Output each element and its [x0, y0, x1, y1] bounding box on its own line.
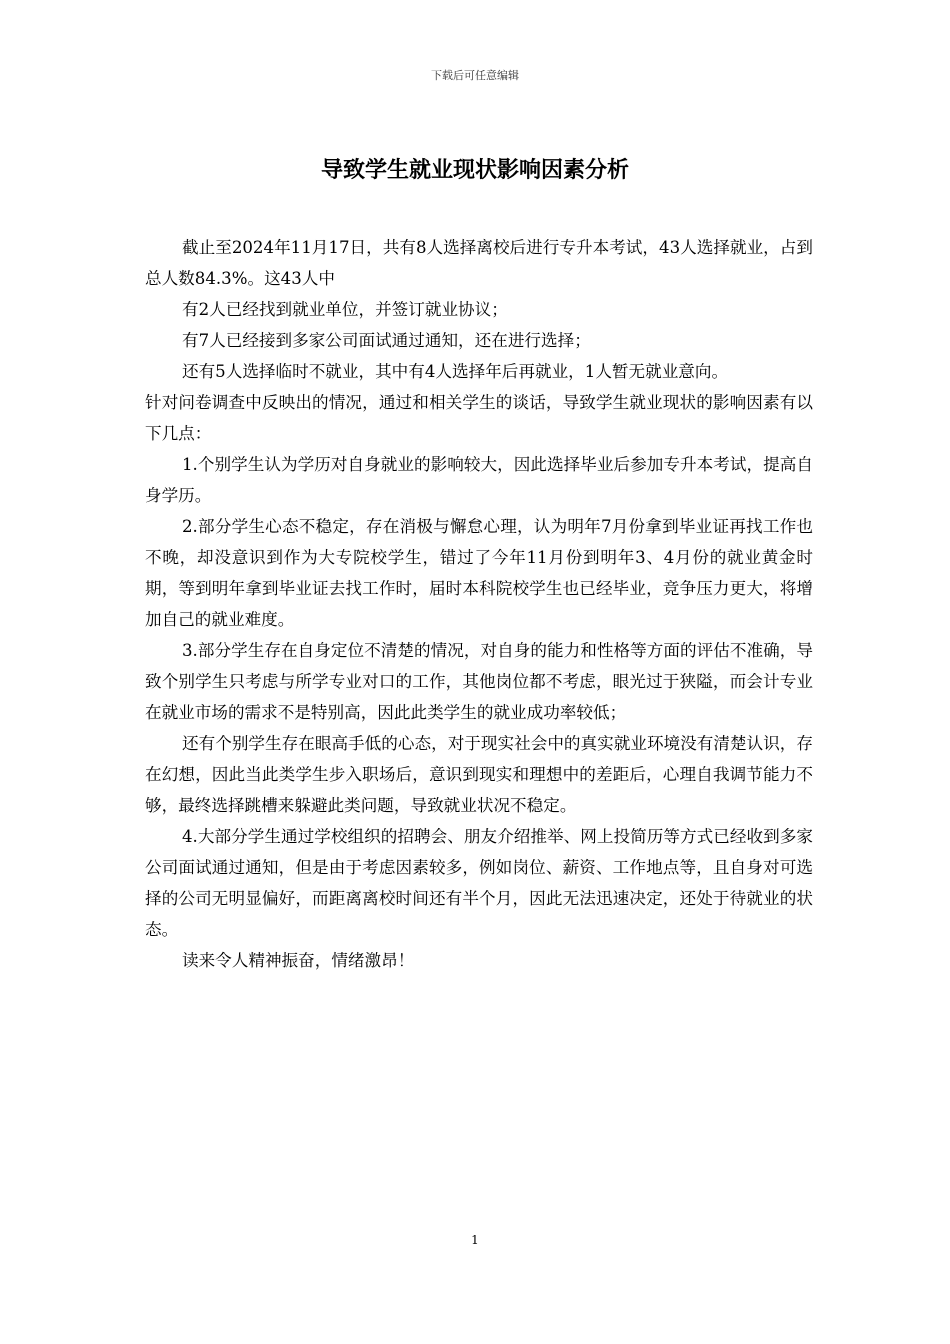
paragraph: 1.个别学生认为学历对自身就业的影响较大，因此选择毕业后参加专升本考试，提高自身学历。 — [145, 455, 813, 505]
paragraph: 有7人已经接到多家公司面试通过通知，还在进行选择； — [182, 331, 591, 350]
header-note: 下载后可任意编辑 — [431, 69, 519, 82]
paragraph: 还有5人选择临时不就业，其中有4人选择年后再就业，1人暂无就业意向。 — [182, 362, 729, 381]
paragraph: 3.部分学生存在自身定位不清楚的情况，对自身的能力和性格等方面的评估不准确，导致个别学生只考虑与所学专业对口的工作，其他岗位都不考虑，眼光过于狭隘，而会计专业在就业市场的需求不是特别高，因此此类学生的就业成功率较低； — [145, 641, 813, 722]
paragraph: 还有个别学生存在眼高手低的心态，对于现实社会中的真实就业环境没有清楚认识，存在幻想，因此当此类学生步入职场后，意识到现实和理想中的差距后，心理自我调节能力不够，最终选择跳槽来躲避此类问题，导致就业状况不稳定。 — [145, 734, 813, 815]
paragraph: 针对问卷调查中反映出的情况，通过和相关学生的谈话，导致学生就业现状的影响因素有以下几点： — [145, 393, 813, 443]
paragraph: 2.部分学生心态不稳定，存在消极与懈怠心理，认为明年7月份拿到毕业证再找工作也不晚，却没意识到作为大专院校学生，错过了今年11月份到明年3、4月份的就业黄金时期，等到明年拿到毕业证去找工作时，届时本科院校学生也已经毕业，竞争压力更大，将增加自己的就业难度。 — [145, 517, 813, 629]
document-title: 导致学生就业现状影响因素分析 — [320, 158, 629, 183]
paragraph: 读来令人精神振奋，情绪激昂！ — [182, 951, 415, 970]
page-number: 1 — [471, 1233, 479, 1247]
document-body — [145, 232, 813, 976]
paragraph: 有2人已经找到就业单位，并签订就业协议； — [182, 300, 508, 319]
paragraph: 截止至2024年11月17日，共有8人选择离校后进行专升本考试，43人选择就业，占到总人数84.3%。这43人中 — [145, 238, 813, 288]
paragraph: 4.大部分学生通过学校组织的招聘会、朋友介绍推举、网上投简历等方式已经收到多家公司面试通过通知，但是由于考虑因素较多，例如岗位、薪资、工作地点等，且自身对可选择的公司无明显偏好，而距离离校时间还有半个月，因此无法迅速决定，还处于待就业的状态。 — [145, 827, 813, 939]
